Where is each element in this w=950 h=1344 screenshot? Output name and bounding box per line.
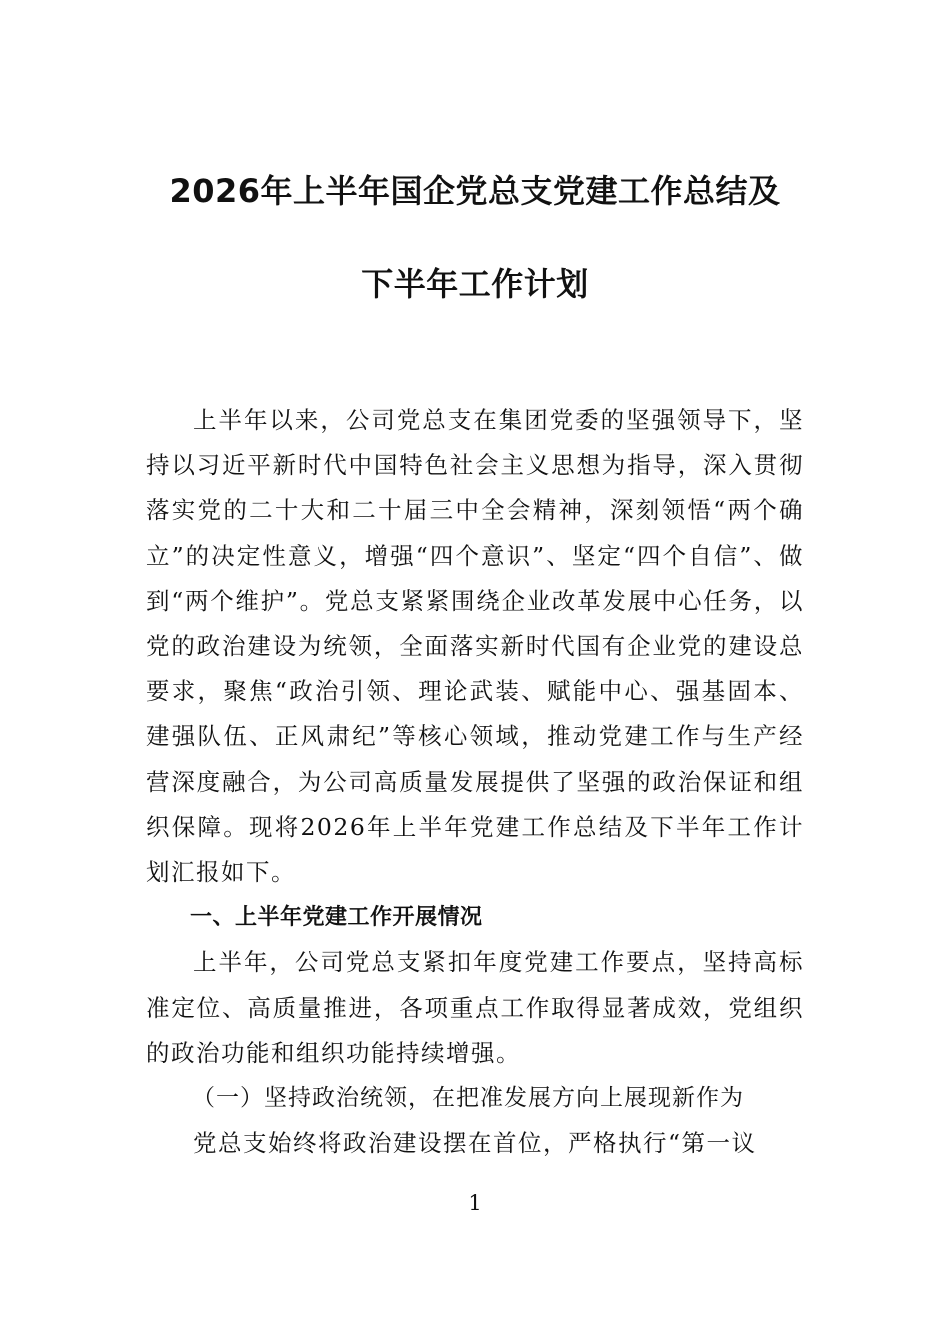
section-heading-1: 一、上半年党建工作开展情况 (190, 905, 483, 931)
document-title-line-1: 2026年上半年国企党总支党建工作总结及 (169, 172, 781, 210)
section-1-paragraph: 上半年，公司党总支紧扣年度党建工作要点，坚持高标准定位、高质量推进，各项重点工作取得显著成效，党组织的政治功能和组织功能持续增强。 (146, 948, 804, 1067)
document-title-line-2: 下半年工作计划 (361, 265, 589, 303)
document-body (146, 398, 804, 1166)
intro-paragraph: 上半年以来，公司党总支在集团党委的坚强领导下，坚持以习近平新时代中国特色社会主义思想为指导，深入贯彻落实党的二十大和二十届三中全会精神，深刻领悟“两个确立”的决定性意义，增强“四个意识”、坚定“四个自信”、做到“两个维护”。党总支紧紧围绕企业改革发展中心任务，以党的政治建设为统领，全面落实新时代国有企业党的建设总要求，聚焦“政治引领、理论武装、赋能中心、强基固本、建强队伍、正风肃纪”等核心领域，推动党建工作与生产经营深度融合，为公司高质量发展提供了坚强的政治保证和组织保障。现将2026年上半年党建工作总结及下半年工作计划汇报如下。 (146, 406, 804, 887)
subsection-heading-1: （一）坚持政治统领，在把准发展方向上展现新作为 (192, 1085, 744, 1112)
subsection-1-paragraph: 党总支始终将政治建设摆在首位，严格执行“第一议 (193, 1129, 757, 1158)
page-number: 1 (468, 1191, 482, 1215)
